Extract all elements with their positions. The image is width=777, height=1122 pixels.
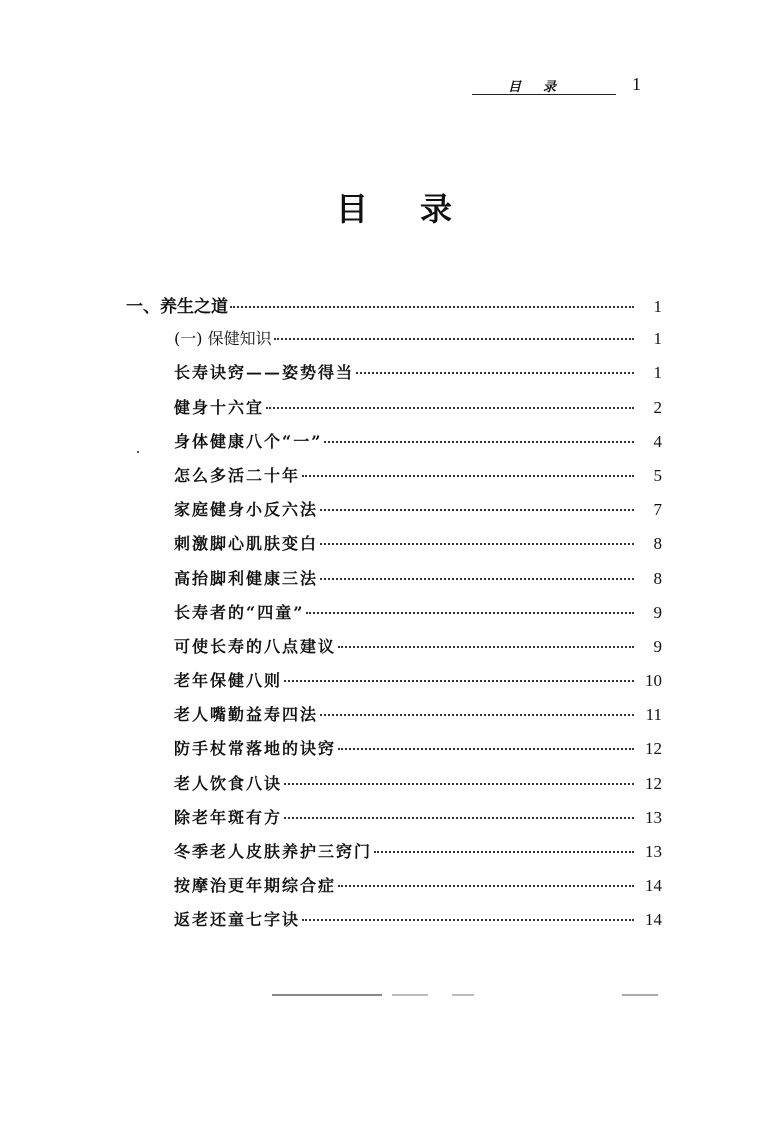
toc-entry-label: 防手杖常落地的诀窍 <box>174 739 337 759</box>
toc-entry[interactable] <box>126 292 662 326</box>
dot-leader <box>324 441 634 443</box>
toc-entry[interactable] <box>126 839 662 873</box>
dot-leader <box>338 646 634 648</box>
toc-entry-page: 14 <box>645 910 662 930</box>
toc-entry-label: 长寿诀窍——姿势得当 <box>174 363 355 383</box>
toc-entry[interactable] <box>126 736 662 770</box>
toc-entry-label: 老年保健八则 <box>174 671 283 691</box>
scan-artifact-line <box>452 994 474 996</box>
toc-entry-label: 高抬脚利健康三法 <box>174 568 319 588</box>
toc-entry-label: 老人饮食八诀 <box>174 773 283 793</box>
toc-entry[interactable] <box>126 463 662 497</box>
dot-leader <box>230 306 634 308</box>
toc-entry-page: 10 <box>645 671 662 691</box>
toc-entry[interactable] <box>126 771 662 805</box>
toc-entry[interactable] <box>126 873 662 907</box>
toc-entry[interactable] <box>126 702 662 736</box>
dot-leader <box>284 817 634 819</box>
scan-speck <box>137 451 139 453</box>
toc-entry-label: 家庭健身小反六法 <box>174 500 319 520</box>
toc-entry-page: 8 <box>653 568 662 588</box>
toc-entry-label: 返老还童七字诀 <box>174 910 301 930</box>
toc-entry-page: 5 <box>653 465 662 485</box>
toc-entry[interactable] <box>126 429 662 463</box>
toc-entry-page: 7 <box>653 500 662 520</box>
dot-leader <box>274 338 634 340</box>
toc-entry[interactable] <box>126 907 662 941</box>
toc-entry[interactable] <box>126 566 662 600</box>
toc-entry-page: 2 <box>653 397 662 417</box>
dot-leader <box>302 919 634 921</box>
toc-entry[interactable] <box>126 668 662 702</box>
scan-artifact-line <box>392 994 428 996</box>
toc-entry-label: 除老年斑有方 <box>174 807 283 827</box>
dot-leader <box>320 578 634 580</box>
toc-entry-page: 13 <box>645 842 662 861</box>
dot-leader <box>320 714 634 716</box>
dot-leader <box>374 851 634 853</box>
toc-entry[interactable] <box>126 805 662 839</box>
dot-leader <box>284 783 634 785</box>
running-header <box>472 72 622 98</box>
dot-leader <box>306 612 634 614</box>
toc-entry-label: 按摩治更年期综合症 <box>174 876 337 896</box>
scan-artifact-line <box>272 994 382 996</box>
toc-entry-page: 9 <box>653 636 662 656</box>
dot-leader <box>356 372 634 374</box>
header-rule <box>472 94 616 95</box>
dot-leader <box>338 748 634 750</box>
dot-leader <box>320 509 634 511</box>
toc-entry-label: 可使长寿的八点建议 <box>174 636 337 656</box>
toc-entry-label: 老人嘴勤益寿四法 <box>174 705 319 725</box>
toc-entry-label: 一、养生之道 <box>126 297 228 317</box>
toc-entry-page: 12 <box>645 773 662 793</box>
toc-entry[interactable] <box>126 634 662 668</box>
dot-leader <box>320 543 634 545</box>
toc-entry[interactable] <box>126 326 662 360</box>
toc-entry-page: 1 <box>653 297 662 316</box>
toc-entry[interactable] <box>126 531 662 565</box>
scan-artifact-line <box>622 994 658 996</box>
toc-entry[interactable] <box>126 395 662 429</box>
dot-leader <box>338 885 634 887</box>
toc-entry-page: 12 <box>645 739 662 759</box>
toc-entry-page: 8 <box>653 534 662 554</box>
toc-entry-label: (一) 保健知识 <box>174 329 272 349</box>
toc-entry-page: 13 <box>645 807 662 827</box>
toc-entry-page: 9 <box>653 602 662 622</box>
toc-entry-page: 1 <box>653 363 662 383</box>
dot-leader <box>284 680 634 682</box>
toc-entry-page: 14 <box>645 876 662 896</box>
dot-leader <box>266 407 634 409</box>
toc-entry-label: 刺激脚心肌肤变白 <box>174 534 319 554</box>
dot-leader <box>302 475 634 477</box>
table-of-contents <box>126 292 662 942</box>
toc-entry-label: 身体健康八个“一” <box>174 431 323 451</box>
toc-entry-page: 4 <box>653 431 662 451</box>
toc-entry[interactable] <box>126 360 662 394</box>
page-title: 目录 <box>336 190 505 228</box>
toc-entry-label: 长寿者的“四童” <box>174 602 305 622</box>
toc-entry[interactable] <box>126 497 662 531</box>
toc-entry-page: 11 <box>645 705 662 725</box>
toc-entry-label: 冬季老人皮肤养护三窍门 <box>174 842 373 861</box>
toc-entry-label: 健身十六宜 <box>174 397 265 417</box>
toc-entry[interactable] <box>126 600 662 634</box>
page-number: 1 <box>632 74 641 94</box>
toc-entry-page: 1 <box>653 329 662 349</box>
toc-entry-label: 怎么多活二十年 <box>174 465 301 485</box>
running-header-title: 目录 <box>508 80 579 95</box>
